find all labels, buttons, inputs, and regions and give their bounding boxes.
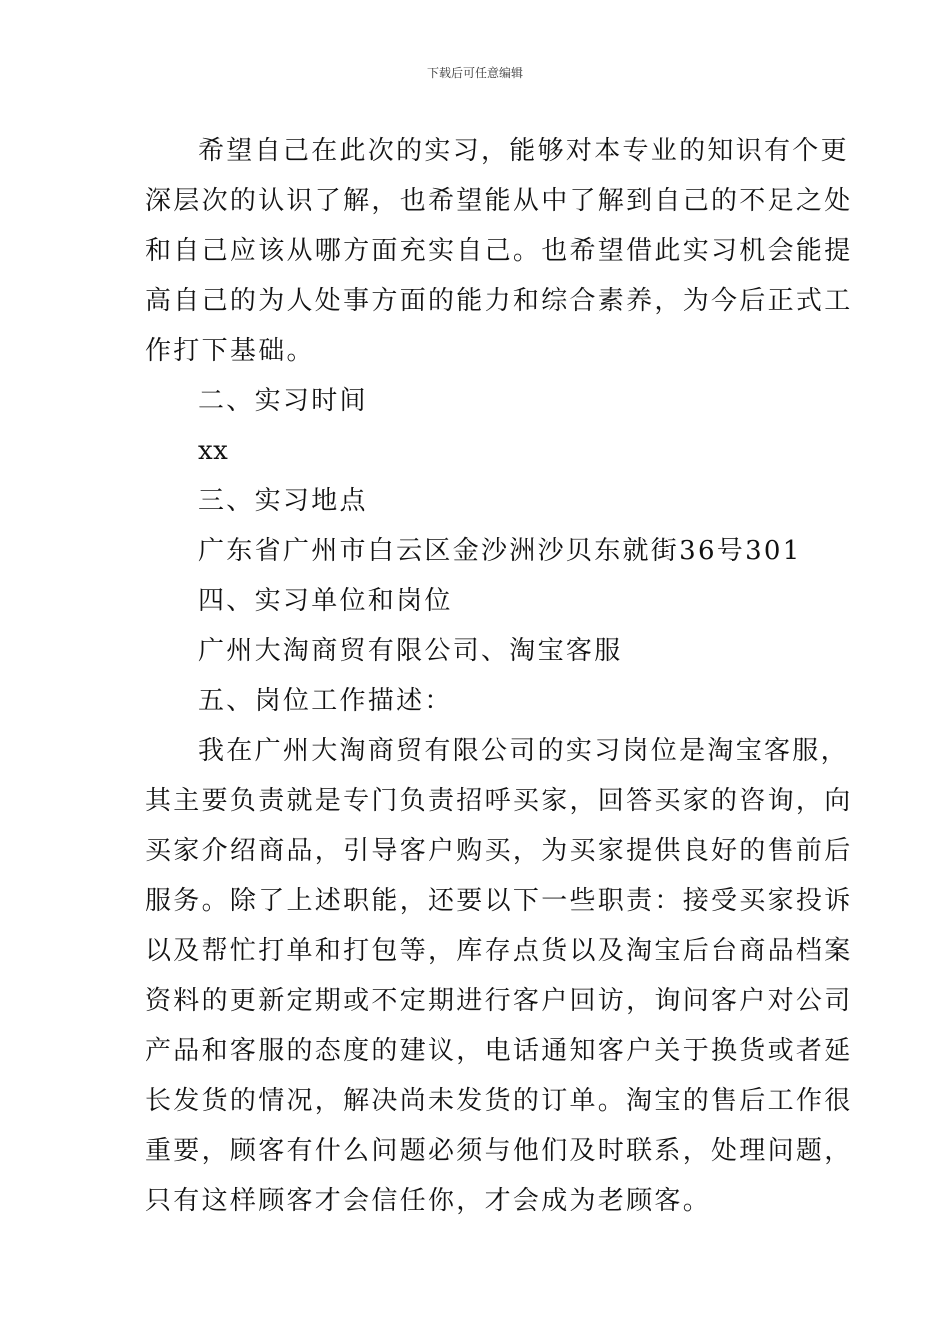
paragraph-line: 其主要负责就是专门负责招呼买家，回答买家的咨询，向 (145, 786, 853, 816)
document-body (145, 126, 853, 1226)
paragraph-line: 和自己应该从哪方面充实自己。也希望借此实习机会能提 (145, 236, 853, 266)
paragraph-line: 以及帮忙打单和打包等，库存点货以及淘宝后台商品档案 (145, 936, 853, 966)
paragraph-line: 只有这样顾客才会信任你，才会成为老顾客。 (145, 1186, 712, 1216)
paragraph-line: 重要，顾客有什么问题必须与他们及时联系，处理问题， (145, 1136, 853, 1166)
paragraph-line: 高自己的为人处事方面的能力和综合素养，为今后正式工 (145, 286, 853, 316)
section-heading-location: 三、实习地点 (198, 486, 368, 516)
section-value-unit: 广州大淘商贸有限公司、淘宝客服 (198, 636, 623, 666)
paragraph-line: 长发货的情况，解决尚未发货的订单。淘宝的售后工作很 (145, 1086, 853, 1116)
section-value-location: 广东省广州市白云区金沙洲沙贝东就街36号301 (198, 536, 802, 566)
paragraph-line: 深层次的认识了解，也希望能从中了解到自己的不足之处 (145, 186, 853, 216)
paragraph-line: 买家介绍商品，引导客户购买，为买家提供良好的售前后 (145, 836, 853, 866)
paragraph-line: 作打下基础。 (145, 336, 315, 366)
section-heading-time: 二、实习时间 (198, 386, 368, 416)
paragraph-line: 资料的更新定期或不定期进行客户回访，询问客户对公司 (145, 986, 853, 1016)
paragraph-description (145, 726, 853, 1226)
section-value-time: xx (198, 436, 229, 466)
paragraph-line: 我在广州大淘商贸有限公司的实习岗位是淘宝客服， (198, 736, 849, 766)
section-heading-unit: 四、实习单位和岗位 (198, 586, 453, 616)
page-header-note: 下载后可任意编辑 (426, 66, 523, 80)
paragraph-line: 产品和客服的态度的建议，电话通知客户关于换货或者延 (145, 1036, 853, 1066)
section-heading-description: 五、岗位工作描述： (198, 686, 453, 716)
paragraph-intro (145, 126, 853, 376)
paragraph-line: 服务。除了上述职能，还要以下一些职责：接受买家投诉 (145, 886, 853, 916)
paragraph-line: 希望自己在此次的实习，能够对本专业的知识有个更 (198, 136, 849, 166)
